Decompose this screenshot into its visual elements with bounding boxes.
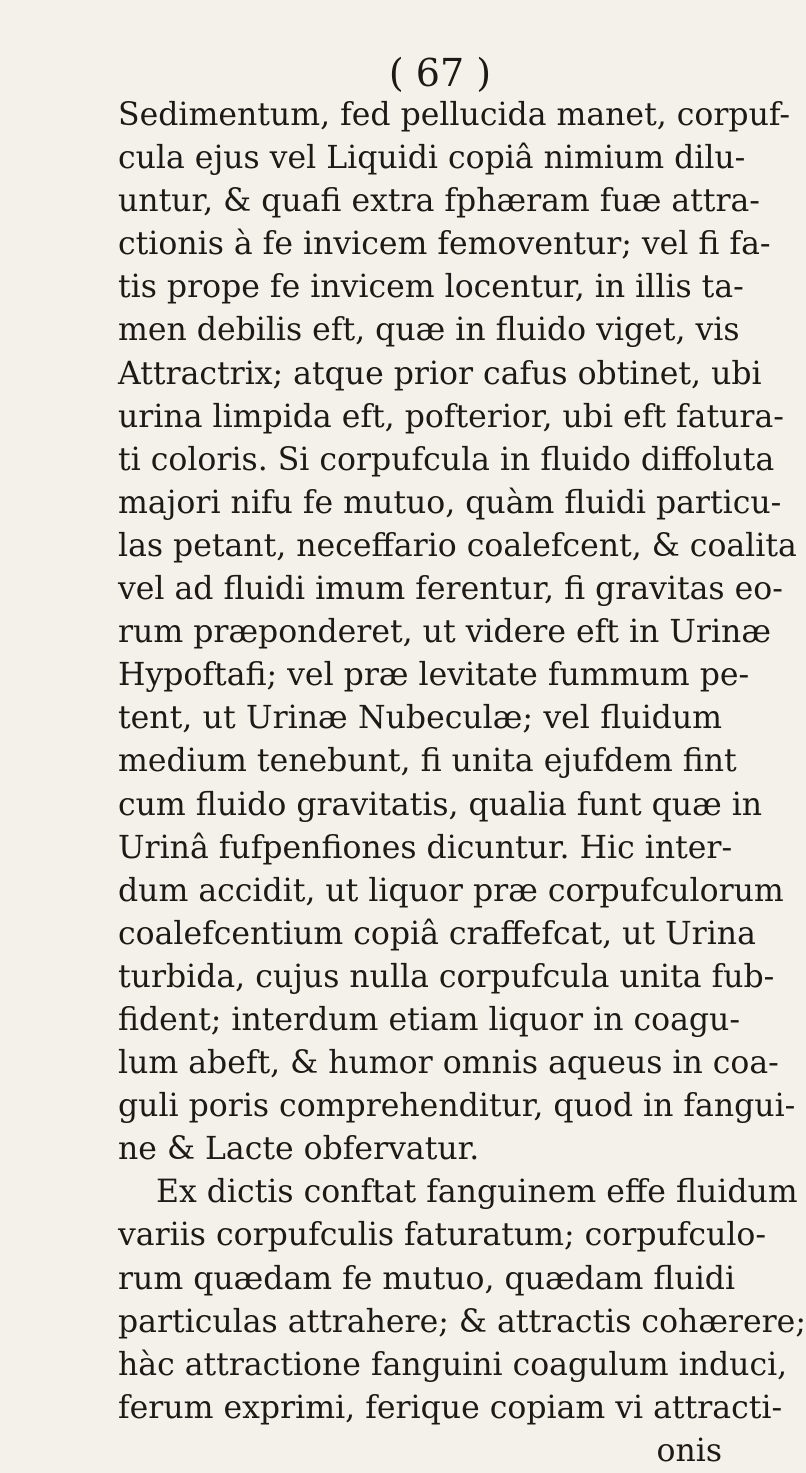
text-line: men debilis eft, quæ in fluido viget, vis xyxy=(118,312,740,349)
text-line: ferum exprimi, ferique copiam vi attracti- xyxy=(118,1389,783,1426)
text-line: Attractrix; atque prior cafus obtinet, ubi xyxy=(118,355,762,392)
page-number: ( 67 ) xyxy=(388,51,492,95)
text-line: cum fluido gravitatis, qualia funt quæ in xyxy=(118,786,763,823)
text-line: untur, & quafi extra fphæram fuæ attra- xyxy=(118,183,760,220)
text-line: rum præponderet, ut videre eft in Urinæ xyxy=(118,614,771,651)
text-line: cula ejus vel Liquidi copiâ nimium dilu- xyxy=(118,140,746,177)
text-line: ctionis à fe invicem femoventur; vel fi fa- xyxy=(118,226,771,263)
text-line: turbida, cujus nulla corpufcula unita fub- xyxy=(118,958,775,995)
text-line: coalefcentium copiâ craffefcat, ut Urina xyxy=(118,915,756,952)
text-line: rum quædam fe mutuo, quædam fluidi xyxy=(118,1260,736,1297)
text-line: vel ad fluidi imum ferentur, fi gravitas eo- xyxy=(118,571,783,608)
text-line: ne & Lacte obfervatur. xyxy=(118,1131,480,1168)
text-line: fident; interdum etiam liquor in coagu- xyxy=(118,1001,740,1038)
text-line: ti coloris. Si corpufcula in fluido diffoluta xyxy=(118,441,775,478)
text-line: variis corpufculis faturatum; corpufculo- xyxy=(118,1217,767,1254)
text-line: hàc attractione fanguini coagulum induci, xyxy=(118,1346,788,1383)
catchword: onis xyxy=(656,1432,722,1469)
body-text xyxy=(118,94,806,1473)
text-line: medium tenebunt, fi unita ejufdem fint xyxy=(118,743,737,780)
text-line: las petant, neceffario coalefcent, & coalita xyxy=(118,527,797,564)
text-line: dum accidit, ut liquor præ corpufculorum xyxy=(118,872,784,909)
text-line: tent, ut Urinæ Nubeculæ; vel fluidum xyxy=(118,700,722,737)
text-line: Sedimentum, fed pellucida manet, corpuf- xyxy=(118,97,791,133)
text-line: urina limpida eft, pofterior, ubi eft fatura- xyxy=(118,398,784,435)
text-line: particulas attrahere; & attractis cohærere; xyxy=(118,1303,806,1340)
text-line: Hypoftafi; vel præ levitate fummum pe- xyxy=(118,657,750,694)
text-line: lum abeft, & humor omnis aqueus in coa- xyxy=(118,1045,779,1082)
text-line: guli poris comprehenditur, quod in fangui- xyxy=(118,1088,796,1125)
text-line: tis prope fe invicem locentur, in illis ta- xyxy=(118,269,744,306)
text-line: Urinâ fufpenfiones dicuntur. Hic inter- xyxy=(118,829,733,866)
text-line: Ex dictis conftat fanguinem effe fluidum xyxy=(156,1174,798,1211)
text-line: majori nifu fe mutuo, quàm fluidi particu- xyxy=(118,484,782,521)
